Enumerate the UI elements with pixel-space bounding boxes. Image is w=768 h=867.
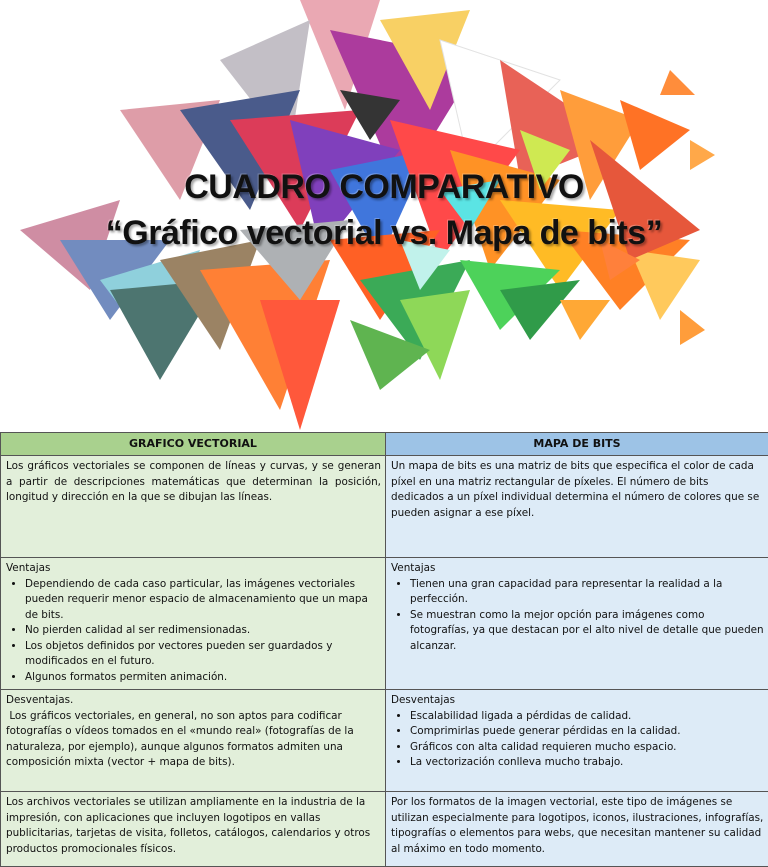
list-item: • Comprimirlas puede generar pérdidas en la calidad. <box>410 724 764 740</box>
advantages-list <box>391 577 764 655</box>
list-item: • Tienen una gran capacidad para representar la realidad a la perfección. <box>410 577 764 608</box>
header-vector: GRAFICO VECTORIAL <box>1 433 386 456</box>
table-row <box>1 792 768 867</box>
table-row <box>1 456 768 558</box>
cell-heading: Desventajas. <box>6 693 381 709</box>
list-item: • Escalabilidad ligada a pérdidas de calidad. <box>410 709 764 725</box>
list-item: • Se muestran como la mejor opción para imágenes como fotografías, ya que destacan por el alto nivel de detalle que pueden alcanzar. <box>410 608 764 655</box>
comparison-table <box>0 432 768 867</box>
header-bitmap: MAPA DE BITS <box>386 433 768 456</box>
cell-bitmap-advantages <box>386 558 768 690</box>
cell-vector-uses: Los archivos vectoriales se utilizan ampliamente en la industria de la impresión, con aplicaciones que incluyen logotipos en vallas publicitarias, tarjetas de visita, folletos, catálogos, calendarios y otros productos promocionales físicos. <box>1 792 386 867</box>
cell-heading: Ventajas <box>6 561 381 577</box>
cell-bitmap-disadvantages <box>386 690 768 792</box>
list-item: • La vectorización conlleva mucho trabajo. <box>410 755 764 771</box>
title-line-1: CUADRO COMPARATIVO <box>0 168 768 207</box>
disadvantages-list <box>391 709 764 771</box>
list-item: • No pierden calidad al ser redimensionadas. <box>25 623 381 639</box>
cell-heading: Desventajas <box>391 693 764 709</box>
list-item: • Los objetos definidos por vectores pueden ser guardados y modificados en el futuro. <box>25 639 381 670</box>
list-item: • Algunos formatos permiten animación. <box>25 670 381 686</box>
table-row <box>1 690 768 792</box>
cell-heading: Ventajas <box>391 561 764 577</box>
title-line-2: “Gráfico vectorial vs. Mapa de bits” <box>0 214 768 253</box>
list-item: • Gráficos con alta calidad requieren mucho espacio. <box>410 740 764 756</box>
cell-bitmap-uses: Por los formatos de la imagen vectorial, este tipo de imágenes se utilizan especialmente para logotipos, iconos, ilustraciones, infografías, tipografías o elementos para webs, que necesitan mantener su calidad al máximo en todo momento. <box>386 792 768 867</box>
cell-vector-definition: Los gráficos vectoriales se componen de líneas y curvas, y se generan a partir de descripciones matemáticas que determinan la posición, longitud y dirección en la que se dibujan las líneas. <box>1 456 386 558</box>
cell-vector-advantages <box>1 558 386 690</box>
table-header-row <box>1 433 768 456</box>
table-row <box>1 558 768 690</box>
hero-banner <box>0 0 768 432</box>
list-item: • Dependiendo de cada caso particular, las imágenes vectoriales pueden requerir menor espacio de almacenamiento que un mapa de bits. <box>25 577 381 624</box>
cell-text: Los gráficos vectoriales, en general, no son aptos para codificar fotografías o vídeos tomados en el «mundo real» (fotografías de la naturaleza, por ejemplo), aunque algunos formatos admiten una composición mixta (vector + mapa de bits). <box>6 709 381 771</box>
advantages-list <box>6 577 381 686</box>
cell-bitmap-definition: Un mapa de bits es una matriz de bits que especifica el color de cada píxel en una matriz rectangular de píxeles. El número de bits dedicados a un píxel individual determina el número de colores que se pueden asignar a ese píxel. <box>386 456 768 558</box>
cell-vector-disadvantages <box>1 690 386 792</box>
